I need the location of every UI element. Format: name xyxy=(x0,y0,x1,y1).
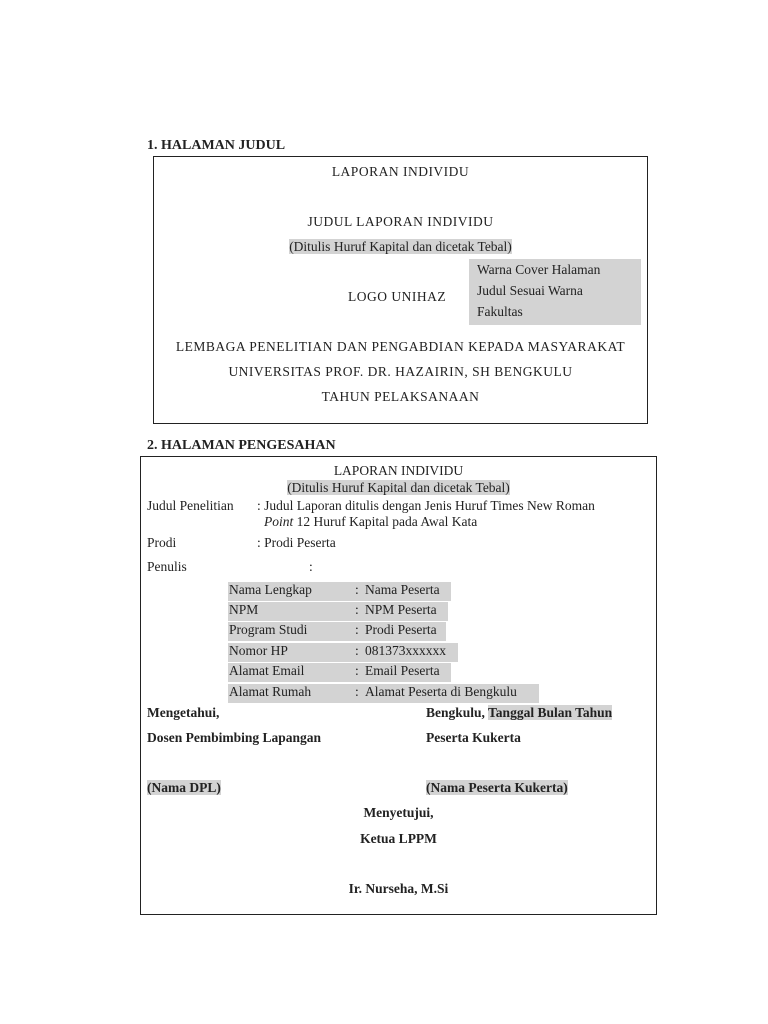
section1-heading: 1. HALAMAN JUDUL xyxy=(147,138,286,153)
field-colon: : xyxy=(355,622,359,637)
institution-line-2: UNIVERSITAS PROF. DR. HAZAIRIN, SH BENGKULU xyxy=(228,364,573,379)
cover-note-line: Fakultas xyxy=(477,304,523,319)
field-value: Alamat Peserta di Bengkulu xyxy=(365,684,517,699)
approval-note: (Ditulis Huruf Kapital dan dicetak Tebal) xyxy=(287,480,510,495)
field-value: Prodi Peserta xyxy=(365,622,437,637)
institution-line-3: TAHUN PELAKSANAAN xyxy=(321,389,480,404)
place-label: Bengkulu, xyxy=(426,705,485,720)
approval-page-box xyxy=(140,456,657,915)
field-label: Alamat Rumah xyxy=(229,684,312,699)
approval-title: LAPORAN INDIVIDU xyxy=(333,463,464,478)
field-colon: : xyxy=(355,663,359,678)
title-page-box xyxy=(153,156,648,424)
field-label: Nomor HP xyxy=(229,643,288,658)
ketua-name: Ir. Nurseha, M.Si xyxy=(348,881,449,896)
field-value: NPM Peserta xyxy=(365,602,437,617)
title-page-subtitle: JUDUL LAPORAN INDIVIDU xyxy=(307,214,494,229)
judul-value-line1: : Judul Laporan ditulis dengan Jenis Huruf Times New Roman xyxy=(257,498,595,513)
prodi-label: Prodi xyxy=(147,535,177,550)
menyetujui-label: Menyetujui, xyxy=(363,805,434,820)
mengetahui-label: Mengetahui, xyxy=(147,705,220,720)
title-page-title: LAPORAN INDIVIDU xyxy=(331,164,470,179)
cover-note-line: Judul Sesuai Warna xyxy=(477,283,583,298)
penulis-label: Penulis xyxy=(147,559,187,574)
judul-value-line2-wrap xyxy=(264,514,477,530)
field-label: Alamat Email xyxy=(229,663,305,678)
field-value: Email Peserta xyxy=(365,663,440,678)
cover-note-block xyxy=(469,259,641,325)
cover-note-line: Warna Cover Halaman xyxy=(477,262,601,277)
field-colon: : xyxy=(355,602,359,617)
dpl-name: (Nama DPL) xyxy=(147,780,221,795)
judul-label: Judul Penelitian xyxy=(147,498,234,513)
peserta-role: Peserta Kukerta xyxy=(426,730,521,745)
field-label: Program Studi xyxy=(229,622,308,637)
date-placeholder: Tanggal Bulan Tahun xyxy=(488,705,613,720)
field-value: Nama Peserta xyxy=(365,582,440,597)
field-value: 081373xxxxxx xyxy=(365,643,446,658)
prodi-value: : Prodi Peserta xyxy=(257,535,336,550)
title-page-note: (Ditulis Huruf Kapital dan dicetak Tebal) xyxy=(289,239,512,254)
field-label: Nama Lengkap xyxy=(229,582,312,597)
field-colon: : xyxy=(355,643,359,658)
field-label: NPM xyxy=(229,602,259,617)
judul-value-line2: 12 Huruf Kapital pada Awal Kata xyxy=(293,514,478,529)
logo-placeholder: LOGO UNIHAZ xyxy=(348,289,447,304)
dpl-role: Dosen Pembimbing Lapangan xyxy=(147,730,322,745)
section2-heading: 2. HALAMAN PENGESAHAN xyxy=(147,438,336,453)
field-colon: : xyxy=(355,582,359,597)
peserta-name: (Nama Peserta Kukerta) xyxy=(426,780,568,795)
institution-line-1: LEMBAGA PENELITIAN DAN PENGABDIAN KEPADA MASYARAKAT xyxy=(175,339,626,354)
place-date-wrap xyxy=(426,705,612,721)
ketua-role: Ketua LPPM xyxy=(360,831,437,846)
judul-value-italic: Point xyxy=(264,514,294,529)
field-colon: : xyxy=(355,684,359,699)
penulis-colon: : xyxy=(309,559,313,574)
